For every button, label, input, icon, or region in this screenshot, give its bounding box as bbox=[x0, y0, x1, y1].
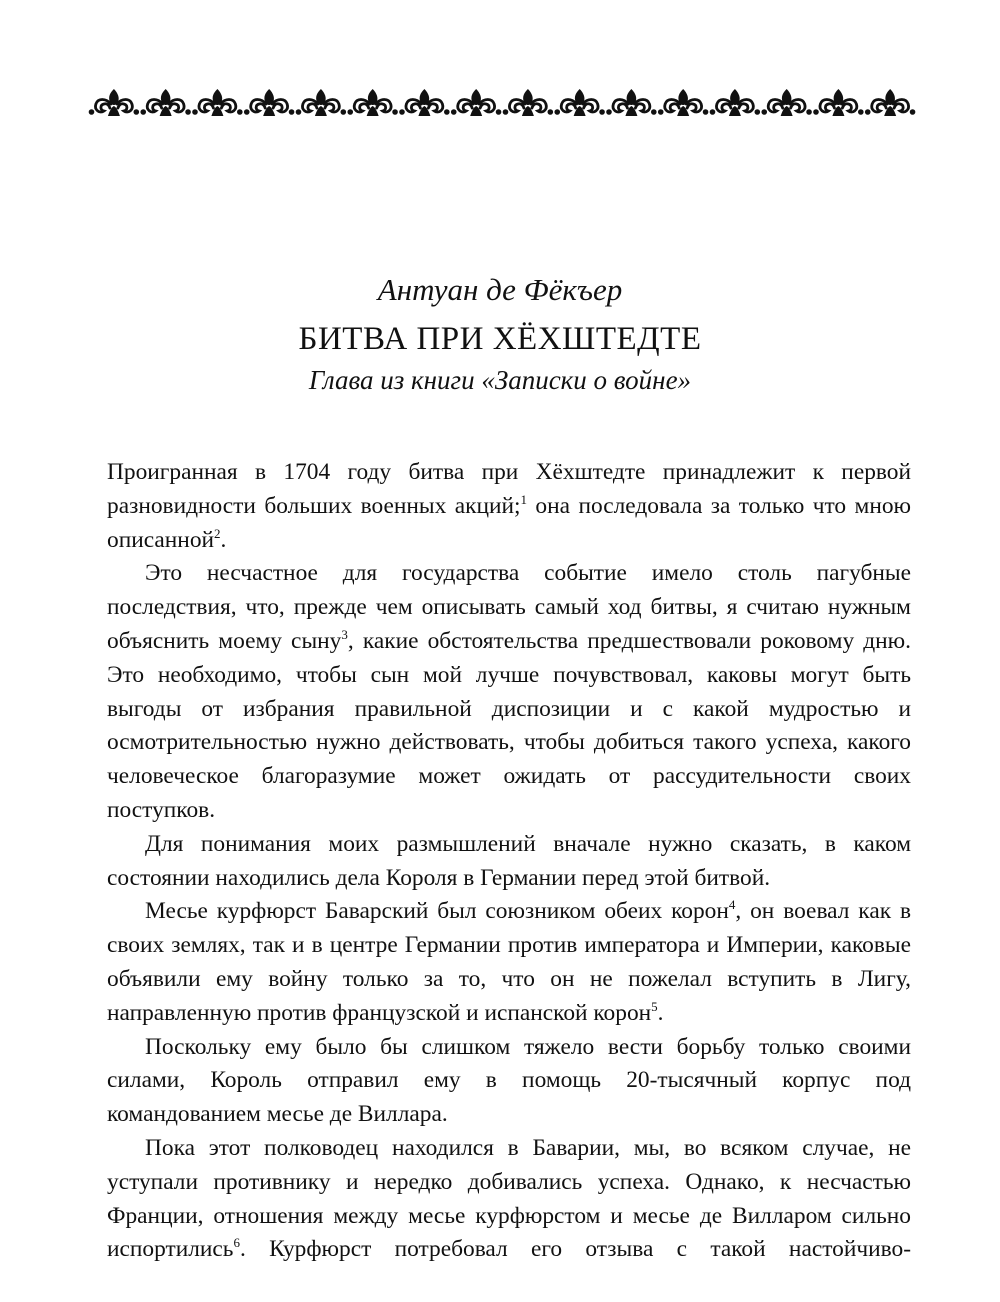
paragraph-text: Месье курфюрст Баварский был союзником обеих корон bbox=[145, 898, 729, 925]
footnote-ref: 5 bbox=[651, 998, 658, 1014]
footnote-ref: 6 bbox=[233, 1235, 240, 1251]
paragraph-text: она последовала за только что мною описанной bbox=[107, 492, 912, 553]
paragraph bbox=[107, 895, 911, 1030]
paragraph bbox=[107, 1132, 911, 1267]
paragraph-text: . Курфюрст потребовал его отзыва с такой настойчиво- bbox=[239, 1236, 911, 1263]
chapter-title: БИТВА ПРИ ХЁХШТЕДТЕ bbox=[298, 321, 702, 357]
chapter-subtitle: Глава из книги «Записки о войне» bbox=[308, 365, 692, 395]
paragraph-text: Поскольку ему было бы слишком тяжело вести борьбу только своими силами, Король отправил ему в помощь 20-тысячный корпус под командованием месье де Виллара. bbox=[107, 1033, 911, 1128]
author-name: Антуан де Фёкъер bbox=[377, 272, 623, 307]
paragraph-text: . bbox=[220, 526, 227, 553]
footnote-ref: 3 bbox=[341, 626, 348, 642]
paragraph bbox=[107, 828, 911, 896]
footnote-ref: 4 bbox=[728, 897, 736, 913]
paragraph-text: , он воевал как в своих землях, так и в центре Германии против императора и Империи, каковые объявили ему войну только за то, что он не пожелал вступить в Лигу, направленную против французской и испанской корон bbox=[107, 898, 911, 1026]
paragraph-text: , какие обстоятельства предшествовали роковому дню. Это необходимо, чтобы сын мой лучше почувствовал, каковы могут быть выгоды от избрания правильной диспозиции и с какой мудростью и осмотрительностью нужно действовать, чтобы добиться такого успеха, какого человеческое благоразумие может ожидать от рассудительности своих поступков. bbox=[107, 627, 911, 823]
footnote-ref: 2 bbox=[214, 525, 221, 541]
paragraph bbox=[107, 456, 911, 557]
paragraph-text: Это несчастное для государства событие имело столь пагубные последствия, что, прежде чем описывать самый ход битвы, я считаю нужным объяснить моему сыну bbox=[107, 560, 911, 654]
paragraph bbox=[107, 557, 911, 827]
paragraph-text: . bbox=[657, 999, 664, 1026]
article-body bbox=[107, 456, 911, 1267]
footnote-ref: 1 bbox=[520, 491, 528, 507]
paragraph-text: Для понимания моих размышлений вначале нужно сказать, в каком состоянии находились дела Короля в Германии перед этой битвой. bbox=[107, 830, 911, 891]
paragraph bbox=[107, 1031, 911, 1132]
paragraph-text: Проигранная в 1704 году битва при Хёхштедте принадлежит к первой разновидности больших военных акций; bbox=[107, 459, 911, 519]
paragraph-text: Пока этот полководец находился в Баварии, мы, во всяком случае, не уступали противнику и нередко добивались успеха. Однако, к несчастью Франции, отношения между месье курфюрстом и месье де Вилларом сильно испортились bbox=[107, 1134, 911, 1263]
fleuron-border-icon bbox=[88, 84, 916, 124]
